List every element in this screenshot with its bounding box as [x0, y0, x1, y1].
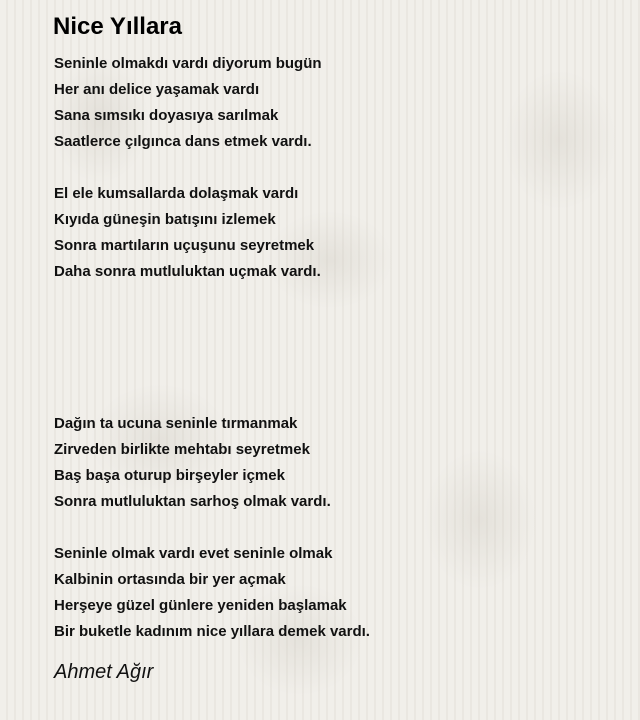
poem-line: Sana sımsıkı doyasıya sarılmak [54, 107, 279, 124]
poem-line: Zirveden birlikte mehtabı seyretmek [54, 441, 310, 458]
poem-line: Kıyıda güneşin batışını izlemek [54, 211, 276, 228]
poem-line: Seninle olmakdı vardı diyorum bugün [54, 55, 322, 72]
poem-line: Sonra martıların uçuşunu seyretmek [54, 237, 315, 254]
poem-line: Herşeye güzel günlere yeniden başlamak [54, 597, 347, 614]
poem-author: Ahmet Ağır [54, 661, 154, 683]
poem-line: Bir buketle kadınım nice yıllara demek vardı. [54, 623, 370, 640]
poem-line: Seninle olmak vardı evet seninle olmak [54, 545, 333, 562]
poem-title: Nice Yıllara [53, 13, 182, 40]
poem-line: El ele kumsallarda dolaşmak vardı [54, 185, 299, 202]
poem-line: Daha sonra mutluluktan uçmak vardı. [54, 263, 321, 280]
poem-line: Her anı delice yaşamak vardı [54, 81, 260, 98]
poem-line: Dağın ta ucuna seninle tırmanmak [54, 415, 298, 432]
poem-line: Saatlerce çılgınca dans etmek vardı. [54, 133, 312, 150]
poem-line: Sonra mutluluktan sarhoş olmak vardı. [54, 493, 331, 510]
poem-line: Baş başa oturup birşeyler içmek [54, 467, 285, 484]
poem-line: Kalbinin ortasında bir yer açmak [54, 571, 286, 588]
